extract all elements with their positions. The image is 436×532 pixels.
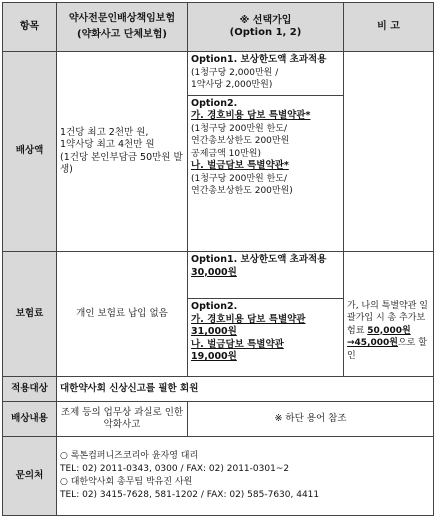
header-remark: 비 고	[344, 3, 434, 52]
premium-remark-discount: 50,000원 →45,000원	[347, 325, 411, 348]
header-option-title: ※ 선택가입	[239, 14, 292, 26]
header-row	[3, 3, 434, 52]
premium-basic: 개인 보험료 납입 없음	[57, 252, 188, 377]
header-item: 항목	[3, 3, 57, 52]
compensation-option1-title: Option1. 보상한도액 초과적용	[191, 54, 327, 65]
compensation-basic	[57, 52, 188, 252]
coverage-row	[3, 402, 434, 437]
header-basic-subtitle: (약화사고 단체보험)	[77, 28, 167, 40]
premium-label: 보험료	[3, 252, 57, 377]
premium-option2-ga-price: 31,000원	[191, 326, 237, 337]
compensation-option2-na-detail: (1청구당 200만원 한도/ 연간총보상한도 200만원)	[191, 173, 293, 196]
premium-option-divider	[188, 298, 343, 299]
compensation-remark	[344, 52, 434, 252]
coverage-label: 배상내용	[3, 402, 57, 437]
contact-line-1: ○ 록톤컴퍼니즈코리아 윤자영 대리	[60, 451, 199, 461]
contact-row	[3, 437, 434, 516]
compensation-option-divider	[188, 95, 343, 96]
header-option-subtitle: (Option 1, 2)	[229, 27, 302, 38]
premium-remark	[344, 252, 434, 377]
premium-option1-title: Option1. 보상한도액 초과적용	[191, 254, 327, 265]
premium-option2-na-price: 19,000원	[191, 351, 237, 362]
compensation-label: 배상액	[3, 52, 57, 252]
premium-remark-suffix: 으로 할인	[347, 338, 427, 361]
compensation-option2-na-title: 나. 벌금담보 특별약관*	[191, 160, 289, 171]
header-basic-title: 약사전문인배상책임보험	[68, 13, 176, 24]
compensation-row	[3, 52, 434, 252]
premium-options	[188, 252, 344, 377]
premium-option2-na-title: 나. 벌금담보 특별약관	[191, 338, 284, 350]
contact-line-2: TEL: 02) 2011-0343, 0300 / FAX: 02) 2011-0301~2	[60, 464, 290, 474]
header-option	[188, 3, 344, 52]
target-label: 적용대상	[3, 377, 57, 402]
compensation-basic-text: 1건당 최고 2천만 원, 1약사당 최고 4천만 원 (1건당 본인부담금 50만원 발생)	[60, 126, 183, 175]
insurance-table	[2, 2, 434, 516]
coverage-basic: 조제 등의 업무상 과실로 인한 악화사고	[57, 402, 188, 437]
premium-option2-ga-title: 가. 경호비용 담보 특별약관	[191, 313, 306, 325]
compensation-option2-ga-title: 가. 경호비용 담보 특별약관*	[191, 110, 311, 121]
compensation-option1-detail: (1청구당 2,000만원 / 1약사당 2,000만원)	[191, 67, 279, 90]
contact-line-3: ○ 대한약사회 총무팀 박유진 사원	[60, 477, 193, 487]
contact-label: 문의처	[3, 437, 57, 516]
contact-line-4: TEL: 02) 3415-7628, 581-1202 / FAX: 02) 585-7630, 4411	[60, 490, 320, 500]
contact-info	[57, 437, 434, 516]
premium-option2-title: Option2.	[191, 301, 238, 312]
target-row	[3, 377, 434, 402]
compensation-option2-ga-detail: (1청구당 200만원 한도/ 연간총보상한도 200만원 공제금액 10만원)	[191, 123, 290, 159]
target-text: 대한약사회 신상신고를 필한 회원	[57, 377, 434, 402]
coverage-option: ※ 하단 용어 참조	[188, 402, 434, 437]
premium-option1-price: 30,000원	[191, 266, 237, 278]
compensation-option2-title: Option2.	[191, 97, 238, 109]
header-basic	[57, 3, 188, 52]
premium-row	[3, 252, 434, 377]
premium-remark-prefix: 가, 나의 특별약관 일괄가입 시 총 추가보험료	[347, 300, 428, 336]
compensation-options	[188, 52, 344, 252]
